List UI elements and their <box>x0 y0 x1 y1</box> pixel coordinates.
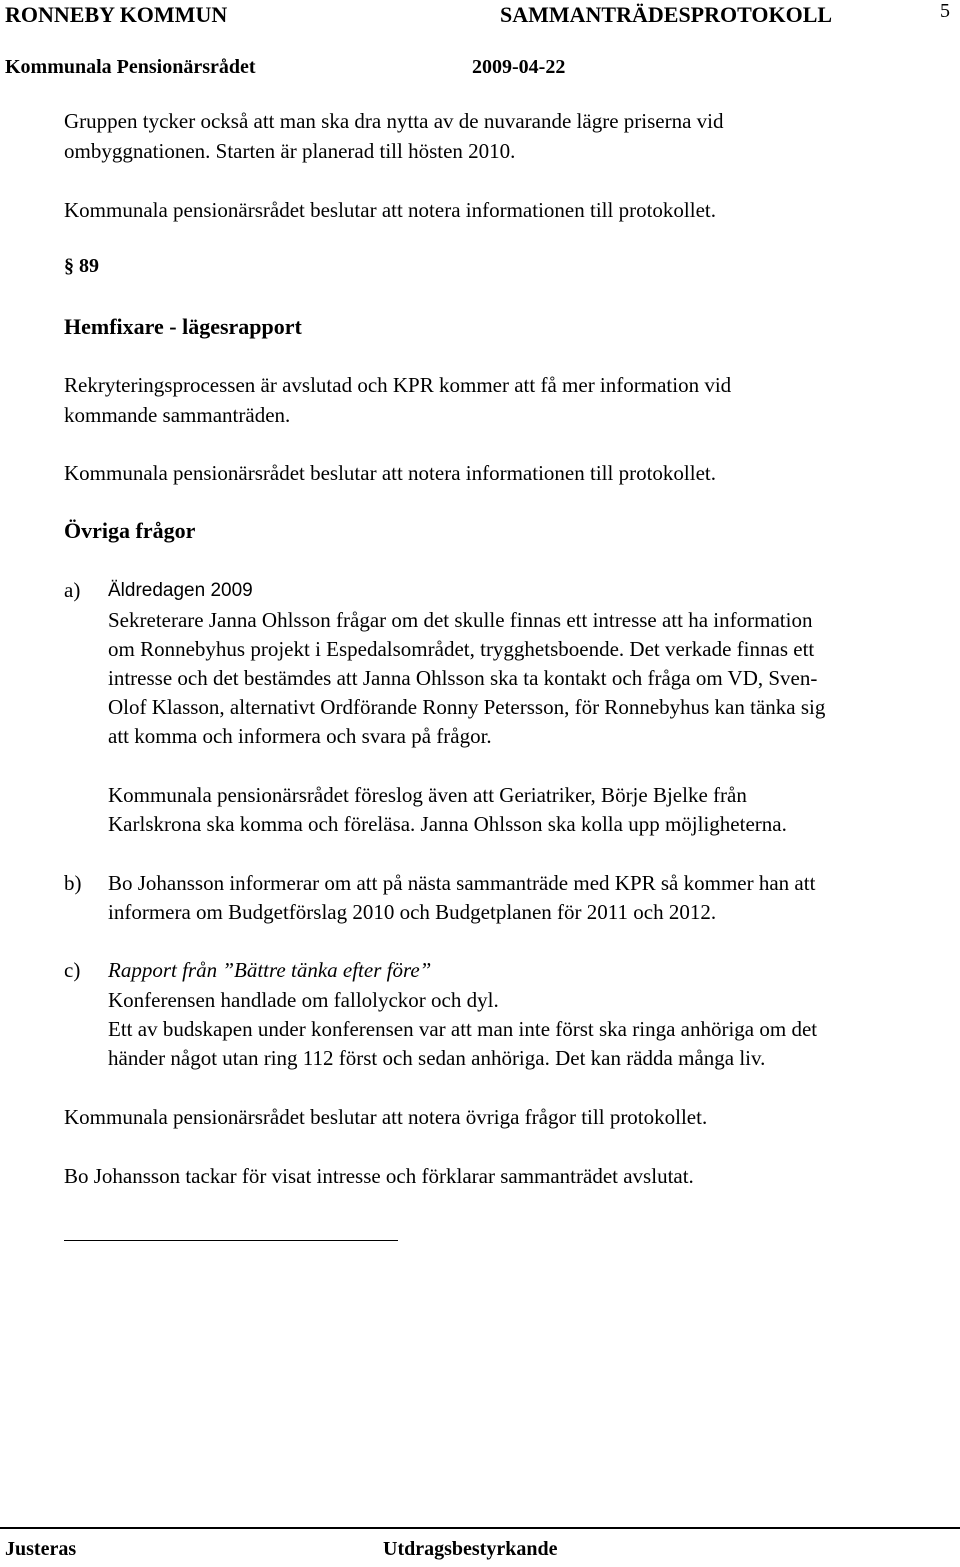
item-a-heading: Äldredagen 2009 <box>108 580 253 601</box>
other-decision: Kommunala pensionärsrådet beslutar att notera övriga frågor till protokollet. <box>64 1105 708 1129</box>
item-a-line: Sekreterare Janna Ohlsson frågar om det skulle finnas ett intresse att ha information <box>108 608 813 632</box>
item-c-heading: Rapport från ”Bättre tänka efter före” <box>108 958 432 982</box>
item-a-line: Kommunala pensionärsrådet föreslog även att Geriatriker, Börje Bjelke från <box>108 783 747 807</box>
item-a-line: att komma och informera och svara på frågor. <box>108 724 492 748</box>
intro-decision: Kommunala pensionärsrådet beslutar att notera informationen till protokollet. <box>64 198 716 222</box>
section89-line-2: kommande sammanträden. <box>64 403 291 427</box>
item-a-line: intresse och det bestämdes att Janna Ohlsson ska ta kontakt och fråga om VD, Sven- <box>108 666 818 690</box>
item-a-marker: a) <box>64 578 81 602</box>
item-c-line: händer något utan ring 112 först och sedan anhöriga. Det kan rädda många liv. <box>108 1046 766 1070</box>
intro-line-2: ombyggnationen. Starten är planerad till hösten 2010. <box>64 139 516 163</box>
footer-divider <box>0 1527 960 1529</box>
intro-line-1: Gruppen tycker också att man ska dra nytta av de nuvarande lägre priserna vid <box>64 109 724 133</box>
item-c-line: Konferensen handlade om fallolyckor och dyl. <box>108 988 499 1012</box>
section-number <box>64 255 99 278</box>
item-b-line: Bo Johansson informerar om att på nästa sammanträde med KPR så kommer han att <box>108 871 816 895</box>
item-b-line: informera om Budgetförslag 2010 och Budgetplanen för 2011 och 2012. <box>108 900 717 924</box>
meeting-date: 2009-04-22 <box>472 56 566 78</box>
section89-line-1: Rekryteringsprocessen är avslutad och KPR kommer att få mer information vid <box>64 373 732 397</box>
document-type: SAMMANTRÄDESPROTOKOLL <box>500 2 833 27</box>
item-b-marker: b) <box>64 871 82 895</box>
section-title: Hemfixare - lägesrapport <box>64 314 302 339</box>
item-a-line: Karlskrona ska komma och föreläsa. Janna Ohlsson ska kolla upp möjligheterna. <box>108 812 787 836</box>
paragraph-sign: § <box>64 255 74 277</box>
item-c-marker: c) <box>64 958 81 982</box>
other-matters-title: Övriga frågor <box>64 518 196 543</box>
signature-line <box>64 1240 398 1241</box>
footer-justeras: Justeras <box>5 1538 77 1560</box>
item-a-line: Olof Klasson, alternativt Ordförande Ronny Petersson, för Ronnebyhus kan tänka sig <box>108 695 826 719</box>
section-number-value: 89 <box>79 255 99 277</box>
committee-name: Kommunala Pensionärsrådet <box>5 56 256 78</box>
item-a-line: om Ronnebyhus projekt i Espedalsområdet, trygghetsboende. Det verkade finnas ett <box>108 637 815 661</box>
section89-decision: Kommunala pensionärsrådet beslutar att notera informationen till protokollet. <box>64 461 716 485</box>
closing-statement: Bo Johansson tackar för visat intresse och förklarar sammanträdet avslutat. <box>64 1164 694 1188</box>
footer-utdragsbestyrkande: Utdragsbestyrkande <box>383 1538 558 1560</box>
page-number: 5 <box>940 0 950 22</box>
org-name: RONNEBY KOMMUN <box>5 2 228 27</box>
item-c-line: Ett av budskapen under konferensen var att man inte först ska ringa anhöriga om det <box>108 1017 818 1041</box>
